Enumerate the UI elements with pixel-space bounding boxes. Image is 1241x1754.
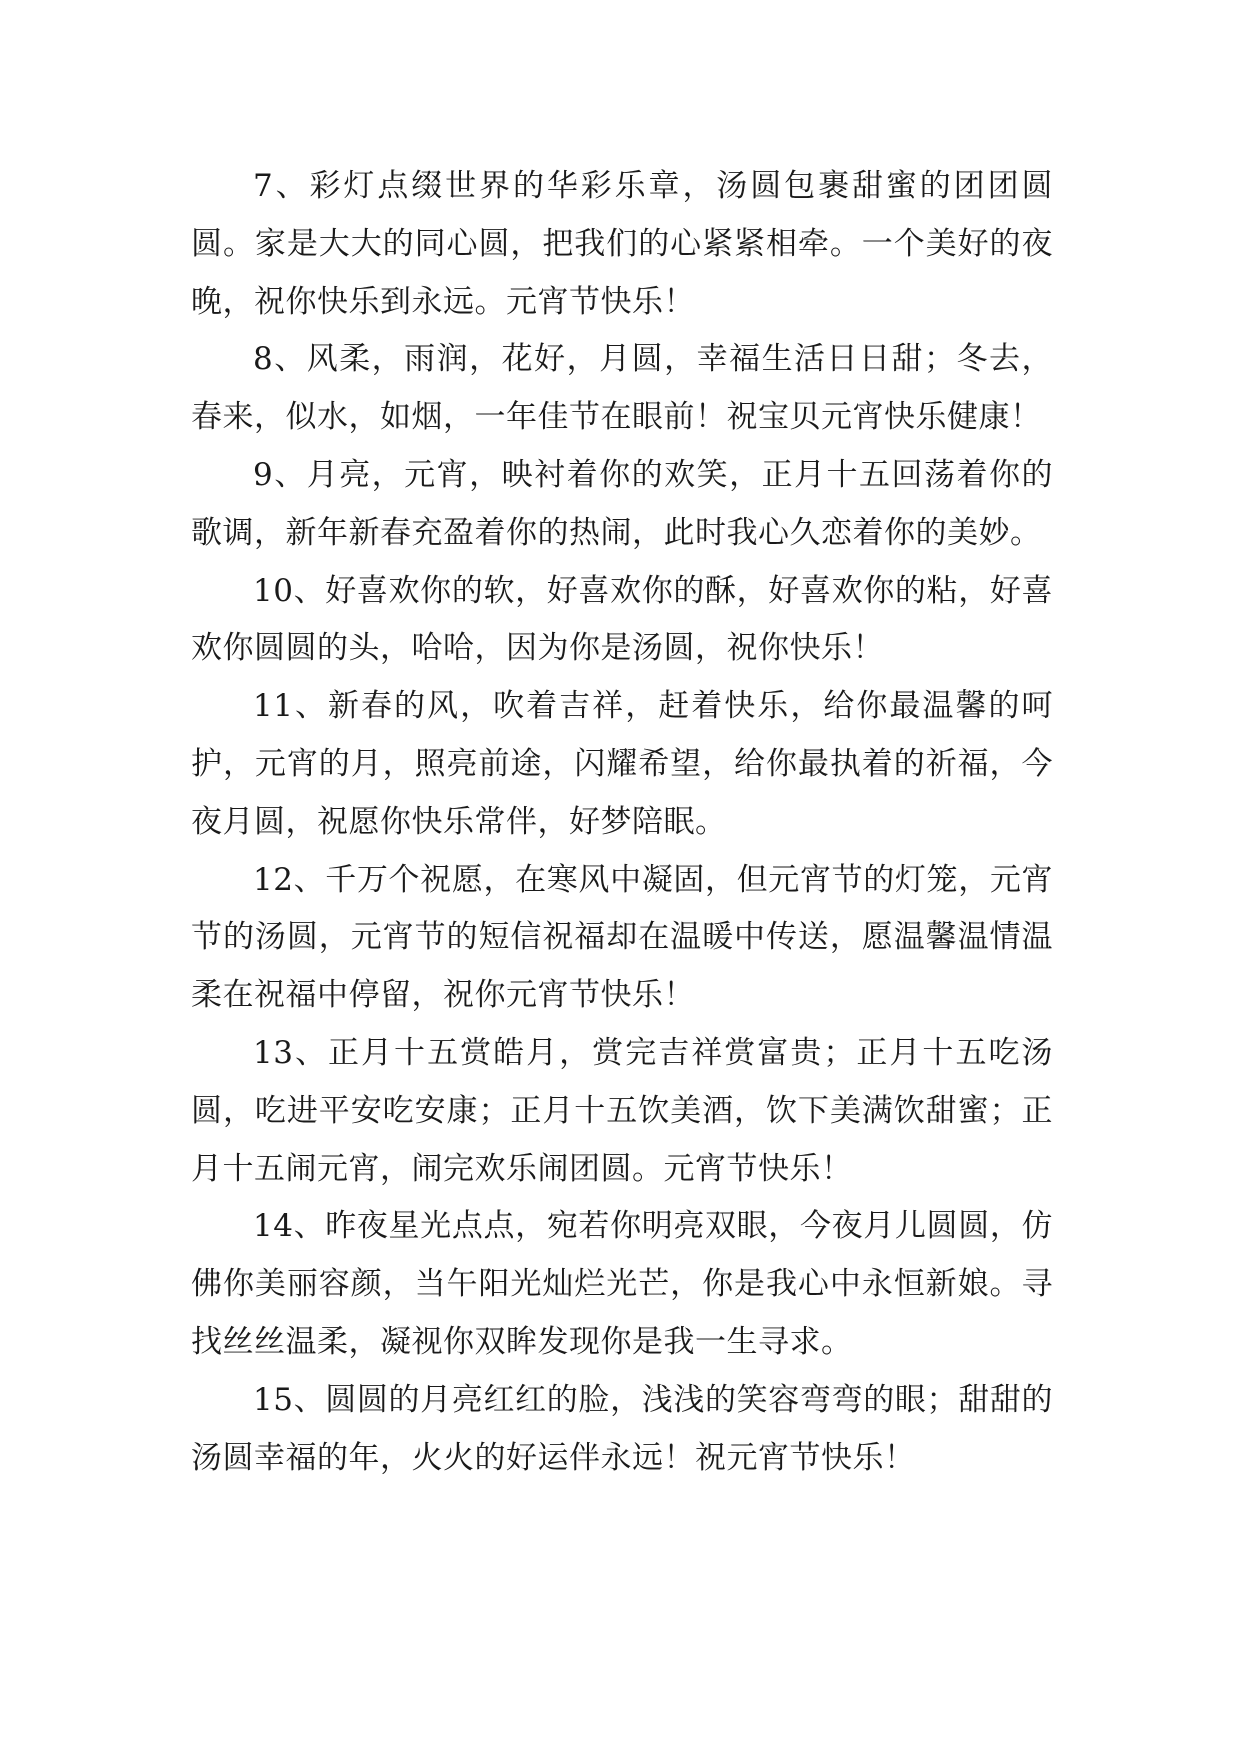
paragraph-14: 14、昨夜星光点点，宛若你明亮双眼，今夜月儿圆圆，仿佛你美丽容颜，当午阳光灿烂光芒，你是我心中永恒新娘。寻找丝丝温柔，凝视你双眸发现你是我一生寻求。	[191, 1208, 1053, 1360]
paragraph-11: 11、新春的风，吹着吉祥，赶着快乐，给你最温馨的呵护，元宵的月，照亮前途，闪耀希望，给你最执着的祈福，今夜月圆，祝愿你快乐常伴，好梦陪眠。	[191, 688, 1053, 840]
paragraph-7: 7、彩灯点缀世界的华彩乐章，汤圆包裹甜蜜的团团圆圆。家是大大的同心圆，把我们的心紧紧相牵。一个美好的夜晚，祝你快乐到永远。元宵节快乐！	[191, 168, 1053, 320]
document-body	[191, 158, 1053, 1487]
paragraph-15: 15、圆圆的月亮红红的脸，浅浅的笑容弯弯的眼；甜甜的汤圆幸福的年，火火的好运伴永远！祝元宵节快乐！	[191, 1381, 1053, 1476]
paragraph-10: 10、好喜欢你的软，好喜欢你的酥，好喜欢你的粘，好喜欢你圆圆的头，哈哈，因为你是汤圆，祝你快乐！	[191, 572, 1053, 667]
paragraph-8: 8、风柔，雨润，花好，月圆，幸福生活日日甜；冬去，春来，似水，如烟，一年佳节在眼前！祝宝贝元宵快乐健康！	[191, 341, 1053, 436]
paragraph-12: 12、千万个祝愿，在寒风中凝固，但元宵节的灯笼，元宵节的汤圆，元宵节的短信祝福却在温暖中传送，愿温馨温情温柔在祝福中停留，祝你元宵节快乐！	[191, 861, 1053, 1014]
paragraph-13: 13、正月十五赏皓月，赏完吉祥赏富贵；正月十五吃汤圆，吃进平安吃安康；正月十五饮美酒，饮下美满饮甜蜜；正月十五闹元宵，闹完欢乐闹团圆。元宵节快乐！	[191, 1034, 1053, 1187]
paragraph-9: 9、月亮，元宵，映衬着你的欢笑，正月十五回荡着你的歌调，新年新春充盈着你的热闹，此时我心久恋着你的美妙。	[191, 456, 1053, 551]
